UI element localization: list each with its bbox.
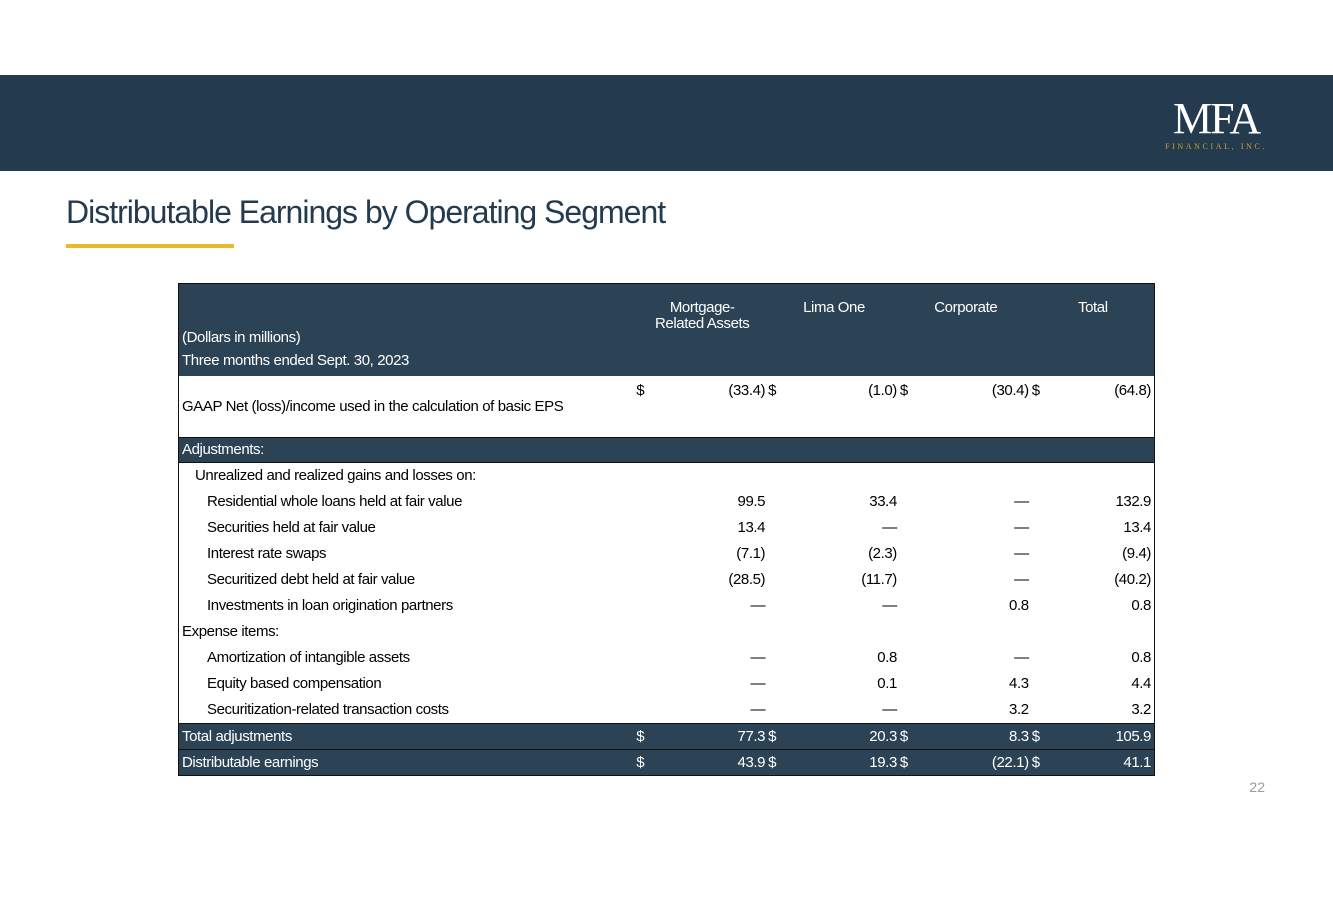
gaap-row: [179, 376, 1155, 438]
cell-value: (22.1): [920, 749, 1032, 775]
units-note: (Dollars in millions): [182, 328, 301, 346]
currency-symbol: $: [768, 381, 777, 399]
cell-value: 4.4: [1131, 675, 1151, 692]
currency-symbol: $: [900, 723, 920, 749]
cell-value: (1.0): [868, 381, 897, 399]
cell-value: (33.4): [728, 381, 766, 399]
table-header-label: [179, 284, 637, 376]
distributable-earnings-row: [179, 749, 1155, 775]
table-row: [179, 645, 1155, 671]
row-label: Distributable earnings: [179, 749, 637, 775]
cell-value: —: [750, 597, 766, 614]
cell-value: —: [1014, 493, 1029, 510]
cell-value: 0.8: [1009, 597, 1029, 614]
page-title: Distributable Earnings by Operating Segment: [66, 194, 666, 230]
adjustments-header-row: [179, 437, 1155, 462]
table-row: [179, 593, 1155, 619]
cell-value: 77.3: [656, 723, 768, 749]
cell-value: —: [882, 701, 897, 718]
row-label: Interest rate swaps: [207, 545, 327, 562]
cell-value: (64.8): [1114, 381, 1151, 399]
header-banner: [0, 75, 1333, 171]
table-header-row: [179, 284, 1155, 376]
table-row: [179, 515, 1155, 541]
row-label: Amortization of intangible assets: [207, 649, 410, 666]
table-row: [179, 697, 1155, 724]
column-header-lima-one: Lima One: [768, 284, 900, 376]
section-label-row: [179, 462, 1155, 489]
adjustments-label: Adjustments:: [179, 437, 1155, 462]
cell-value: (28.5): [728, 571, 766, 588]
row-label: Investments in loan origination partners: [207, 597, 453, 614]
unrealized-label: Unrealized and realized gains and losses on:: [195, 467, 476, 484]
cell-value: —: [1014, 545, 1029, 562]
cell-value: 0.8: [1131, 597, 1151, 614]
row-label: Securitization-related transaction costs: [207, 701, 449, 718]
page-number: 22: [1249, 779, 1265, 795]
cell-value: 4.3: [1009, 675, 1029, 692]
column-header-corporate: Corporate: [900, 284, 1032, 376]
logo-wordmark: MFA: [1173, 94, 1260, 143]
table-row: [179, 567, 1155, 593]
currency-symbol: $: [636, 723, 656, 749]
cell-value: 13.4: [1123, 519, 1151, 536]
cell-value: —: [750, 701, 766, 718]
column-header-total: Total: [1032, 284, 1155, 376]
company-logo: [1165, 94, 1267, 151]
expense-items-label: Expense items:: [182, 623, 279, 640]
cell-value: —: [750, 649, 766, 666]
cell-value: 43.9: [656, 749, 768, 775]
row-label: Residential whole loans held at fair value: [207, 493, 463, 510]
cell-value: 20.3: [788, 723, 900, 749]
cell-value: (9.4): [1122, 545, 1151, 562]
logo-subtitle: FINANCIAL, INC.: [1165, 142, 1267, 151]
row-label: Securitized debt held at fair value: [207, 571, 415, 588]
cell-value: 105.9: [1052, 723, 1155, 749]
cell-value: (7.1): [736, 545, 766, 562]
cell-value: —: [882, 519, 897, 536]
currency-symbol: $: [768, 723, 788, 749]
cell-value: 99.5: [737, 493, 766, 510]
segment-earnings-table: [178, 283, 1155, 776]
cell-value: (11.7): [861, 571, 897, 588]
cell-value: (40.2): [1114, 571, 1151, 588]
currency-symbol: $: [768, 749, 788, 775]
cell-value: 41.1: [1052, 749, 1155, 775]
cell-value: —: [882, 597, 897, 614]
currency-symbol: $: [1031, 381, 1040, 399]
row-label: Total adjustments: [179, 723, 637, 749]
column-header-mortgage: Mortgage- Related Assets: [636, 284, 768, 376]
cell-value: 0.8: [877, 649, 897, 666]
row-label: Equity based compensation: [207, 675, 382, 692]
table-row: [179, 541, 1155, 567]
currency-symbol: $: [1032, 749, 1052, 775]
currency-symbol: $: [900, 749, 920, 775]
currency-symbol: $: [636, 749, 656, 775]
cell-value: 8.3: [920, 723, 1032, 749]
cell-value: 132.9: [1115, 493, 1151, 510]
total-adjustments-row: [179, 723, 1155, 749]
cell-value: 3.2: [1131, 701, 1151, 718]
currency-symbol: $: [1032, 723, 1052, 749]
cell-value: (30.4): [991, 381, 1029, 399]
currency-symbol: $: [899, 381, 908, 399]
cell-value: 0.8: [1131, 649, 1151, 666]
cell-value: —: [1014, 519, 1029, 536]
cell-value: —: [1014, 649, 1029, 666]
cell-value: 33.4: [869, 493, 897, 510]
cell-value: 0.1: [877, 675, 897, 692]
section-label-row: [179, 619, 1155, 645]
title-underline: [66, 244, 234, 248]
period-note: Three months ended Sept. 30, 2023: [182, 351, 409, 369]
cell-value: —: [750, 675, 766, 692]
table-row: [179, 489, 1155, 515]
cell-value: 19.3: [788, 749, 900, 775]
currency-symbol: $: [636, 381, 645, 399]
table-row: [179, 671, 1155, 697]
cell-value: (2.3): [868, 545, 897, 562]
cell-value: 13.4: [737, 519, 766, 536]
row-label: GAAP Net (loss)/income used in the calculation of basic EPS: [182, 397, 564, 415]
cell-value: —: [1014, 571, 1029, 588]
row-label: Securities held at fair value: [207, 519, 376, 536]
cell-value: 3.2: [1009, 701, 1029, 718]
